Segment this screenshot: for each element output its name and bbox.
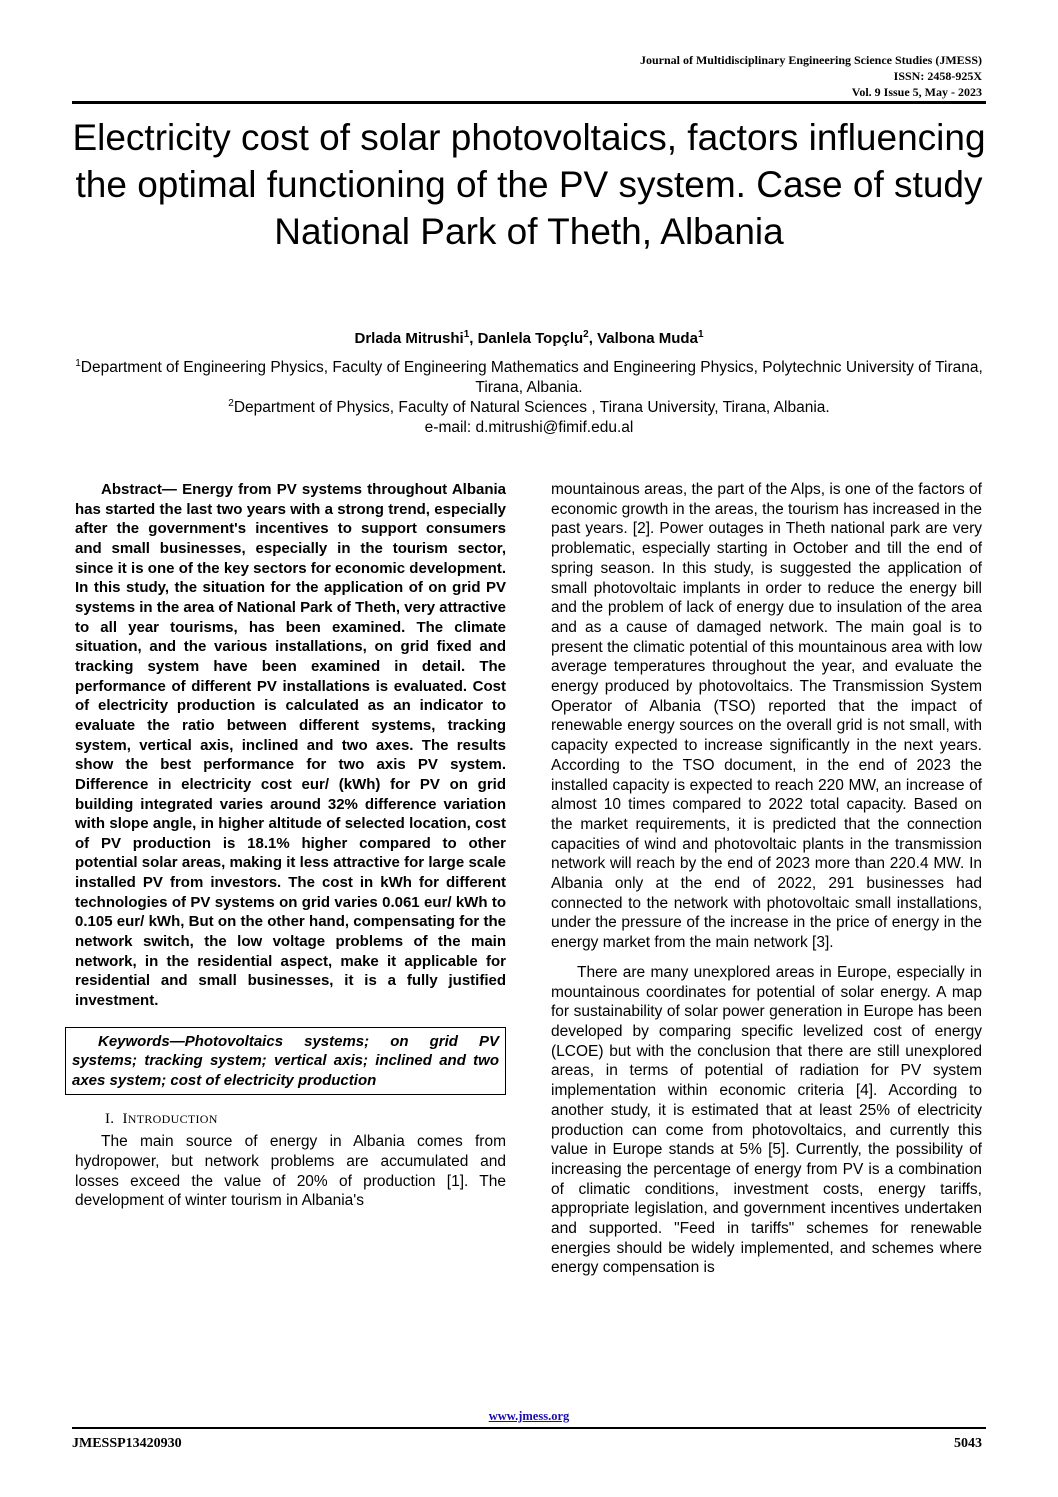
author-affil-mark: 1	[697, 329, 704, 340]
body-paragraph-2: There are many unexplored areas in Europe, especially in mountainous coordinates for potential of solar energy. A map for sustainability of solar power generation in Europe has been developed by comparing specific levelized cost of energy (LCOE) but with the conclusion that there are still unexplored areas, in terms of potential of radiation for PV system implementation within economic criteria [4]. According to another study, it is estimated that at least 25% of electricity production can come from photovoltaics, and currently this value in Europe stands at 5% [5]. Currently, the possibility of increasing the percentage of energy from PV is a combination of climatic conditions, investment costs, energy tariffs, appropriate legislation, and government incentives undertaken and supported. "Feed in tariffs" schemes for renewable energies should be widely implemented, and schemes where energy compensation is	[551, 963, 982, 1277]
keywords-box: Keywords—Photovoltaics systems; on grid PV systems; tracking system; vertical axis; inclined and two axes system; cost of electricity production	[65, 1027, 506, 1096]
journal-volume: Vol. 9 Issue 5, May - 2023	[851, 85, 982, 99]
abstract: Abstract— Energy from PV systems throughout Albania has started the last two years with a strong trend, especially after the government's incentives to support consumers and small businesses, especially in the tourism sector, since it is one of the key sectors for economic development. In this study, the situation for the application of on grid PV systems in the area of National Park of Theth, very attractive to all year tourisms, has been examined. The climate situation, and the various installations, on grid fixed and tracking system have been examined in detail. The performance of different PV installations is evaluated. Cost of electricity production is calculated as an indicator to evaluate the ratio between different systems, tracking system, vertical axis, inclined and two axes. The results show the best performance for two axis PV system. Difference in electricity cost eur/ (kWh) for PV on grid building integrated varies around 32% difference variation with slope angle, in higher altitude of selected location, cost of PV production is 18.1% higher compared to other potential solar areas, making it less attractive for large scale installed PV from investors. The cost in kWh for different technologies of PV systems on grid varies 0.061 eur/ kWh to 0.105 eur/ kWh, But on the other hand, compensating for the network switch, the low voltage problems of the main network, in the residential aspect, make it applicable for residential and small businesses, it is a fully justified investment.	[75, 481, 506, 1010]
author-name: Drlada Mitrushi	[354, 330, 464, 347]
intro-paragraph: The main source of energy in Albania comes from hydropower, but network problems are accumulated and losses exceed the value of 20% of production [1]. The development of winter tourism in Albania's	[75, 1133, 506, 1210]
journal-name: Journal of Multidisciplinary Engineering Science Studies (JMESS)	[639, 53, 982, 67]
author-affil-mark: 2	[583, 329, 589, 340]
section-heading-introduction: I. INTRODUCTION	[105, 1111, 218, 1128]
left-column	[72, 480, 506, 1211]
paper-id: JMESSP13420930	[72, 1436, 182, 1451]
page-number: 5043	[954, 1436, 982, 1451]
footer-rule	[72, 1427, 986, 1429]
body-paragraph-1: mountainous areas, the part of the Alps, is one of the factors of economic growth in the areas, the tourism has increased in the past years. [2]. Power outages in Theth national park are very problematic, especially starting in October and till the end of spring season. In this study, is suggested the application of small photovoltaic implants in order to reduce the energy bill and the problem of lack of energy due to insulation of the area and as a cause of damaged network. The main goal is to present the climatic potential of this mountainous area with low average temperatures throughout the year, and evaluate the energy produced by photovoltaics. The Transmission System Operator of Albania (TSO) reported that the impact of renewable energy sources on the overall grid is not small, with capacity expected to increase significantly in the next years. According to the TSO document, in the end of 2023 the installed capacity is expected to reach 220 MW, an increase of almost 10 times compared to 2022 total capacity. Based on the market requirements, it is predicted that the connection capacities of wind and photovoltaic plants in the transmission network will reach by the end of 2023 more than 220.4 MW. In Albania only at the end of 2022, 291 businesses had connected to the network with photovoltaic small installations, under the pressure of the increase in the price of energy in the energy market from the main network [3].	[551, 481, 982, 952]
affiliation-2: $^2$Department of Physics, Faculty of Natural Sciences , Tirana University, Tirana, Albania.	[228, 397, 830, 416]
journal-header	[640, 52, 982, 100]
affiliation-1: $^1$Department of Engineering Physics, Faculty of Engineering Mathematics and Engineering Physics, Polytechnic University of Tirana, Tirana, Albania.	[75, 357, 983, 396]
affiliations	[72, 358, 986, 438]
author-name: Valbona Muda	[597, 330, 698, 347]
journal-url-link[interactable]: www.jmess.org	[488, 1409, 570, 1423]
header-rule	[72, 101, 986, 104]
author-affil-mark: 1	[463, 329, 470, 340]
paper-title: Electricity cost of solar photovoltaics, factors influencing the optimal functioning of the PV system. Case of study National Park of Theth, Albania	[72, 117, 986, 252]
author-name: Danlela Topçlu	[477, 330, 584, 347]
contact-email: e-mail: d.mitrushi@fimif.edu.al	[424, 419, 634, 436]
right-column	[551, 480, 982, 1278]
journal-issn: ISSN: 2458-925X	[893, 69, 982, 83]
author-list: Drlada Mitrushi$^1$, Danlela Topçlu$^2$, Valbona Muda$^1$	[354, 329, 704, 347]
